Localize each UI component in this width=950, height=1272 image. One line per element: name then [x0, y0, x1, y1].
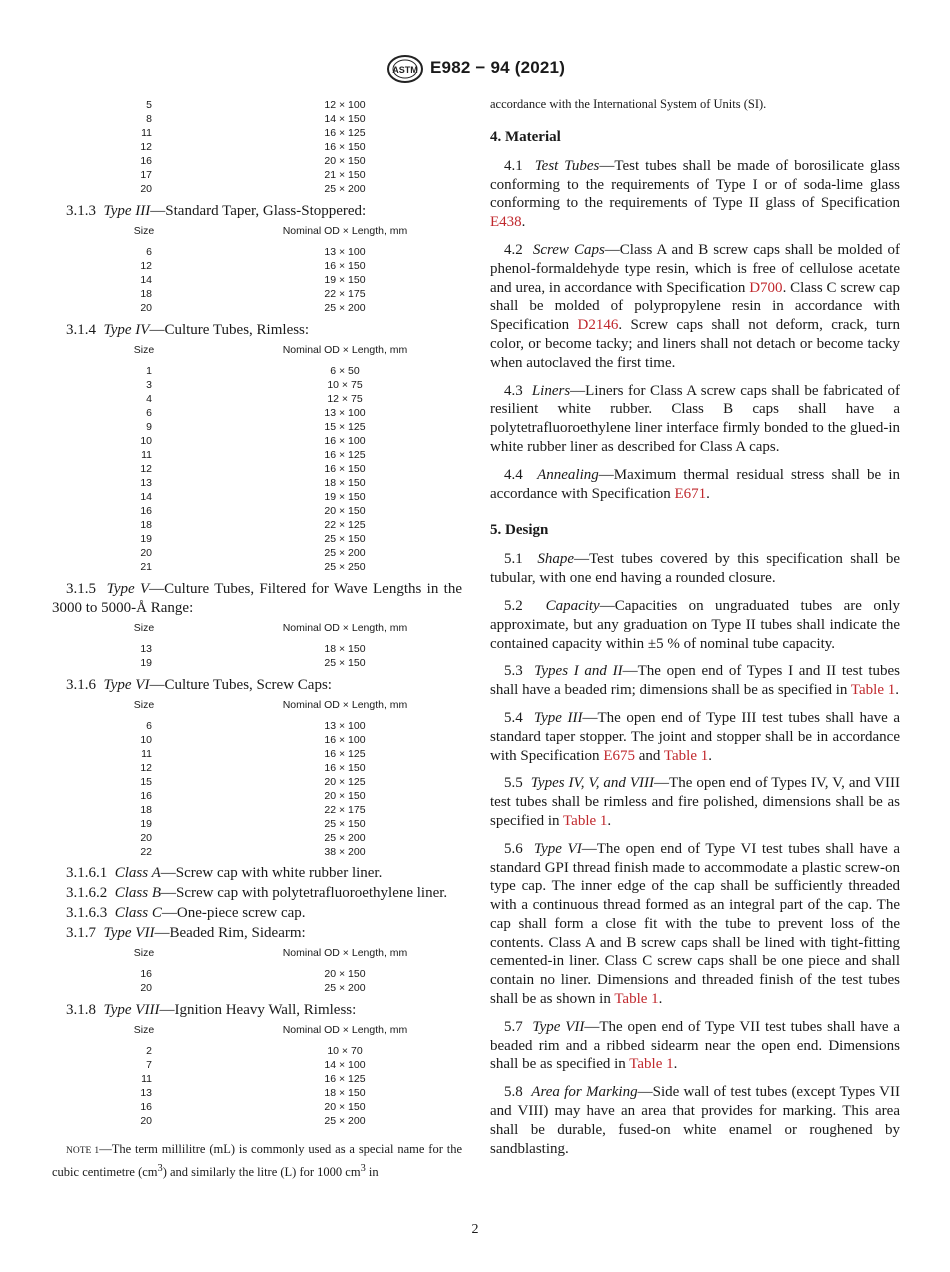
dimensions-cell: 10 × 75: [327, 379, 363, 391]
section-3-1-7: 3.1.7 Type VII—Beaded Rim, Sidearm:: [66, 925, 306, 941]
dimensions-column-header: Nominal OD × Length, mm: [282, 699, 408, 711]
para-5-8: 5.8 Area for Marking—Side wall of test tubes (except Types VII and VIII) may have an area that provides for marking. This area shall be durable, fused-on white enamel or roughened by sandblasting.: [490, 1084, 901, 1157]
ref-table1-link[interactable]: Table 1: [614, 991, 659, 1008]
dimensions-cell: 16 × 150: [324, 463, 366, 475]
document-designation: E982 − 94 (2021): [430, 58, 566, 77]
dimensions-column-header: Nominal OD × Length, mm: [282, 622, 408, 634]
dimensions-cell: 14 × 150: [324, 113, 366, 125]
size-cell: 10: [140, 435, 152, 447]
para-5-5: 5.5 Types IV, V, and VIII—The open end of Types IV, V, and VIII test tubes shall be rimless and fire polished, dimensions shall be as specified in Table 1.: [490, 775, 900, 829]
dimensions-cell: 16 × 125: [324, 449, 366, 461]
table-row: [52, 477, 462, 491]
size-cell: 20: [140, 183, 152, 195]
para-4-2: 4.2 Screw Caps—Class A and B screw caps shall be molded of phenol-formaldehyde type resin, which is free of cellulose acetate and urea, in accordance with Specification D700. Class C screw cap shall be molded of polypropylene resin in accordance with Specification D2146. Screw caps shall not deform, crack, turn color, or become tacky; and liners shall not detach or become tacky when autoclaved the first time.: [490, 241, 900, 371]
para-4-1: 4.1 Test Tubes—Test tubes shall be made of borosilicate glass conforming to the requirements of Type I or of soda-lime glass conforming to the requirements of Type II glass of Specification E438.: [490, 157, 901, 231]
table-row: [52, 155, 462, 169]
size-cell: 13: [140, 643, 152, 655]
size-cell: 19: [140, 657, 152, 669]
ref-table1-link[interactable]: Table 1: [563, 812, 608, 829]
table-row: [52, 846, 462, 860]
dimensions-cell: 18 × 150: [324, 643, 366, 655]
table-row: [52, 1087, 462, 1101]
section-3-1-3: 3.1.3 Type III—Standard Taper, Glass-Stoppered:: [66, 203, 367, 219]
size-column-header: Size: [133, 225, 155, 237]
dimensions-cell: 12 × 100: [324, 99, 366, 111]
para-5-4: 5.4 Type III—The open end of Type III test tubes shall have a standard taper stopper. The joint and stopper shall be in accordance with Specification E675 and Table 1.: [490, 709, 900, 764]
table-row: [52, 99, 462, 113]
table-row: [52, 246, 462, 260]
table-row: [52, 463, 462, 477]
table-header: [52, 622, 462, 638]
size-cell: 16: [140, 1101, 152, 1113]
table-row: [52, 734, 462, 748]
dimensions-cell: 25 × 200: [324, 183, 366, 195]
table-row: [52, 393, 462, 407]
dimensions-cell: 22 × 175: [324, 288, 366, 300]
size-table-type-vii: [52, 947, 462, 1000]
size-table-type-v: [52, 622, 462, 675]
dimensions-cell: 13 × 100: [324, 407, 366, 419]
ref-d700-link[interactable]: D700: [749, 279, 783, 296]
table-row: [52, 421, 462, 435]
table-row: [52, 748, 462, 762]
size-cell: 16: [140, 968, 152, 980]
size-cell: 10: [140, 734, 152, 746]
size-column-header: Size: [133, 344, 155, 356]
dimensions-cell: 10 × 70: [327, 1045, 363, 1057]
table-row: [52, 505, 462, 519]
section-3-1-6-3: 3.1.6.3 Class C—One-piece screw cap.: [66, 905, 306, 921]
ref-table1-link[interactable]: Table 1: [663, 747, 709, 764]
section-4-heading: 4. Material: [490, 128, 561, 145]
para-4-3: 4.3 Liners—Liners for Class A screw caps shall be fabricated of resilient white rubber. Class B caps shall have a polytetrafluoroethylene liner interface firmly bonded to the glued-in white rubber liner as described for Class A caps.: [490, 382, 900, 455]
table-row: [52, 561, 462, 575]
dimensions-cell: 20 × 150: [324, 1101, 366, 1113]
dimensions-cell: 25 × 200: [324, 982, 366, 994]
size-cell: 18: [140, 288, 152, 300]
table-row: [52, 274, 462, 288]
table-row: [52, 449, 462, 463]
size-cell: 11: [141, 748, 152, 760]
dimensions-cell: 20 × 150: [324, 155, 366, 167]
dimensions-cell: 25 × 200: [324, 302, 366, 314]
para-5-7: 5.7 Type VII—The open end of Type VII test tubes shall have a beaded rim and a ribbed sidearm near the open end. Dimensions shall be as specified in Table 1.: [490, 1018, 900, 1073]
table-row: [52, 1045, 462, 1059]
dimensions-cell: 25 × 150: [324, 533, 366, 545]
dimensions-cell: 25 × 250: [324, 561, 366, 573]
table-row: [52, 762, 462, 776]
table-row: [52, 113, 462, 127]
dimensions-cell: 16 × 150: [324, 141, 366, 153]
size-column-header: Size: [133, 1024, 155, 1036]
table-header: [52, 344, 462, 360]
size-cell: 6: [146, 407, 152, 419]
table-row: [52, 183, 462, 197]
table-header: [52, 947, 462, 963]
ref-e671-link[interactable]: E671: [674, 485, 707, 502]
size-cell: 5: [146, 99, 152, 111]
dimensions-cell: 20 × 150: [324, 505, 366, 517]
table-row: [52, 982, 462, 996]
table-row: [52, 832, 462, 846]
size-cell: 16: [140, 155, 152, 167]
dimensions-cell: 6 × 50: [330, 365, 360, 377]
size-column-header: Size: [133, 622, 155, 634]
size-cell: 12: [140, 141, 152, 153]
size-cell: 2: [146, 1045, 152, 1057]
dimensions-cell: 25 × 200: [324, 547, 366, 559]
para-5-3: 5.3 Types I and II—The open end of Types I and II test tubes shall have a beaded rim; dimensions shall be as specified in Table 1.: [490, 663, 901, 699]
table-row: [52, 1059, 462, 1073]
table-row: [52, 968, 462, 982]
table-row: [52, 519, 462, 533]
size-cell: 22: [140, 846, 152, 858]
dimensions-cell: 19 × 150: [324, 274, 366, 286]
dimensions-cell: 16 × 125: [324, 1073, 366, 1085]
dimensions-cell: 22 × 175: [324, 804, 366, 816]
dimensions-cell: 16 × 150: [324, 762, 366, 774]
size-cell: 19: [140, 818, 152, 830]
size-table-type-vi: [52, 699, 462, 864]
size-cell: 6: [146, 246, 152, 258]
size-cell: 12: [140, 260, 152, 272]
section-3-1-6-2: 3.1.6.2 Class B—Screw cap with polytetrafluoroethylene liner.: [66, 885, 448, 901]
table-row: [52, 720, 462, 734]
section-3-1-4: 3.1.4 Type IV—Culture Tubes, Rimless:: [66, 322, 310, 338]
section-3-1-6-1: 3.1.6.1 Class A—Screw cap with white rubber liner.: [66, 865, 383, 881]
para-5-2: 5.2 Capacity—Capacities on ungraduated tubes are only approximate, but any graduation on Type II tubes shall indicate the contained capacity within ±5 % of nominal tube capacity.: [490, 597, 900, 652]
dimensions-cell: 12 × 75: [327, 393, 363, 405]
table-row: [52, 260, 462, 274]
dimensions-cell: 16 × 125: [324, 748, 366, 760]
para-5-1: 5.1 Shape—Test tubes covered by this specification shall be tubular, with one end having a rounded closure.: [490, 551, 901, 587]
size-cell: 1: [146, 365, 152, 377]
table-row: [52, 365, 462, 379]
size-cell: 4: [146, 393, 152, 405]
table-row: [52, 657, 462, 671]
size-cell: 14: [140, 491, 152, 503]
table-row: [52, 288, 462, 302]
size-cell: 17: [140, 169, 152, 181]
dimensions-cell: 18 × 150: [324, 1087, 366, 1099]
size-cell: 12: [140, 762, 152, 774]
size-cell: 6: [146, 720, 152, 732]
dimensions-cell: 21 × 150: [324, 169, 366, 181]
table-row: [52, 547, 462, 561]
dimensions-column-header: Nominal OD × Length, mm: [282, 1024, 408, 1036]
dimensions-cell: 13 × 100: [324, 720, 366, 732]
table-row: [52, 776, 462, 790]
size-cell: 7: [146, 1059, 152, 1071]
dimensions-column-header: Nominal OD × Length, mm: [282, 344, 408, 356]
size-cell: 13: [140, 477, 152, 489]
size-column-header: Size: [133, 947, 155, 959]
table-row: [52, 127, 462, 141]
table-header: [52, 699, 462, 715]
size-cell: 19: [140, 533, 152, 545]
size-table-type-viii: [52, 1024, 462, 1133]
size-cell: 14: [140, 274, 152, 286]
size-cell: 20: [140, 832, 152, 844]
table-row: [52, 804, 462, 818]
dimensions-cell: 25 × 150: [324, 657, 366, 669]
size-cell: 12: [140, 463, 152, 475]
table-row: [52, 533, 462, 547]
dimensions-cell: 25 × 150: [324, 818, 366, 830]
size-cell: 3: [146, 379, 152, 391]
table-row: [52, 643, 462, 657]
size-cell: 18: [140, 804, 152, 816]
table-row: [52, 141, 462, 155]
right-column: [490, 95, 900, 1167]
dimensions-cell: 25 × 200: [324, 1115, 366, 1127]
table-header: [52, 225, 462, 241]
dimensions-cell: 16 × 100: [324, 435, 366, 447]
ref-table1-link[interactable]: Table 1: [629, 1056, 674, 1073]
ref-e438-link[interactable]: E438: [490, 214, 522, 231]
table-row: [52, 169, 462, 183]
size-cell: 11: [141, 449, 152, 461]
table-row: [52, 407, 462, 421]
svg-text:ASTM: ASTM: [392, 65, 418, 75]
dimensions-cell: 38 × 200: [324, 846, 366, 858]
para-5-6: 5.6 Type VI—The open end of Type VI test tubes shall have a standard GPI thread finish made to accommodate a plastic screw-on type cap. The inner edge of the cap shall be sufficiently threaded with a continuous thread formed as an integral part of the cap. The cap shall form a close fit with the tube to prevent loss of the contents. Class A and B screw caps shall be lined with tight-fitting cemented-in liner. Class C screw caps shall be one piece and shall contain no liner. Dimensions and threaded finish of the test tubes shall be as shown in Table 1.: [490, 840, 901, 1008]
size-table-type-iii: [52, 225, 462, 320]
size-cell: 13: [140, 1087, 152, 1099]
table-row: [52, 379, 462, 393]
dimensions-cell: 20 × 150: [324, 790, 366, 802]
size-cell: 8: [146, 113, 152, 125]
section-3-1-8: 3.1.8 Type VIII—Ignition Heavy Wall, Rimless:: [66, 1002, 357, 1018]
table-row: [52, 818, 462, 832]
astm-logo-icon: [385, 54, 425, 84]
para-4-4: 4.4 Annealing—Maximum thermal residual stress shall be in accordance with Specification E671.: [490, 466, 900, 502]
dimensions-cell: 20 × 150: [324, 968, 366, 980]
dimensions-cell: 15 × 125: [324, 421, 366, 433]
size-cell: 15: [140, 776, 152, 788]
size-cell: 20: [140, 1115, 152, 1127]
size-cell: 20: [140, 982, 152, 994]
note-1: NOTE 1—The term millilitre (mL) is commonly used as a special name for the cubic centimetre $(cm^3)$ and similarly the litre (L) for 1000 $cm^3$ in: [52, 1142, 462, 1180]
page-header: [0, 52, 950, 86]
dimensions-cell: 14 × 100: [324, 1059, 366, 1071]
size-table-type-iv: [52, 344, 462, 579]
table-row: [52, 435, 462, 449]
size-cell: 16: [140, 505, 152, 517]
ref-e675-link[interactable]: E675: [603, 747, 635, 764]
dimensions-cell: 20 × 125: [324, 776, 366, 788]
left-column: [52, 99, 462, 1181]
dimensions-cell: 25 × 200: [324, 832, 366, 844]
table-row: [52, 1101, 462, 1115]
ref-d2146-link[interactable]: D2146: [577, 317, 619, 334]
size-cell: 18: [140, 519, 152, 531]
ref-table1-link[interactable]: Table 1: [850, 682, 896, 699]
size-cell: 20: [140, 547, 152, 559]
dimensions-column-header: Nominal OD × Length, mm: [282, 225, 408, 237]
dimensions-cell: 16 × 100: [324, 734, 366, 746]
size-cell: 20: [140, 302, 152, 314]
size-cell: 11: [141, 127, 152, 139]
table-header: [52, 1024, 462, 1040]
continued-text: accordance with the International System of Units (SI).: [490, 97, 767, 111]
size-cell: 11: [141, 1073, 152, 1085]
table-row: [52, 1073, 462, 1087]
table-row: [52, 790, 462, 804]
size-column-header: Size: [133, 699, 155, 711]
dimensions-cell: 19 × 150: [324, 491, 366, 503]
dimensions-cell: 22 × 125: [324, 519, 366, 531]
dimensions-cell: 16 × 150: [324, 260, 366, 272]
table-row: [52, 302, 462, 316]
section-5-heading: 5. Design: [490, 522, 549, 539]
dimensions-column-header: Nominal OD × Length, mm: [282, 947, 408, 959]
table-row: [52, 491, 462, 505]
dimensions-cell: 16 × 125: [324, 127, 366, 139]
section-3-1-5: 3.1.5 Type V—Culture Tubes, Filtered for Wave Lengths in the 3000 to 5000-Å Range:: [52, 581, 462, 616]
table-row: [52, 1115, 462, 1129]
dimensions-cell: 13 × 100: [324, 246, 366, 258]
size-cell: 16: [140, 790, 152, 802]
size-cell: 21: [140, 561, 152, 573]
size-cell: 9: [146, 421, 152, 433]
dimensions-cell: 18 × 150: [324, 477, 366, 489]
size-table-continued: [52, 99, 462, 201]
section-3-1-6: 3.1.6 Type VI—Culture Tubes, Screw Caps:: [66, 677, 332, 693]
page-number: 2: [471, 1222, 479, 1237]
